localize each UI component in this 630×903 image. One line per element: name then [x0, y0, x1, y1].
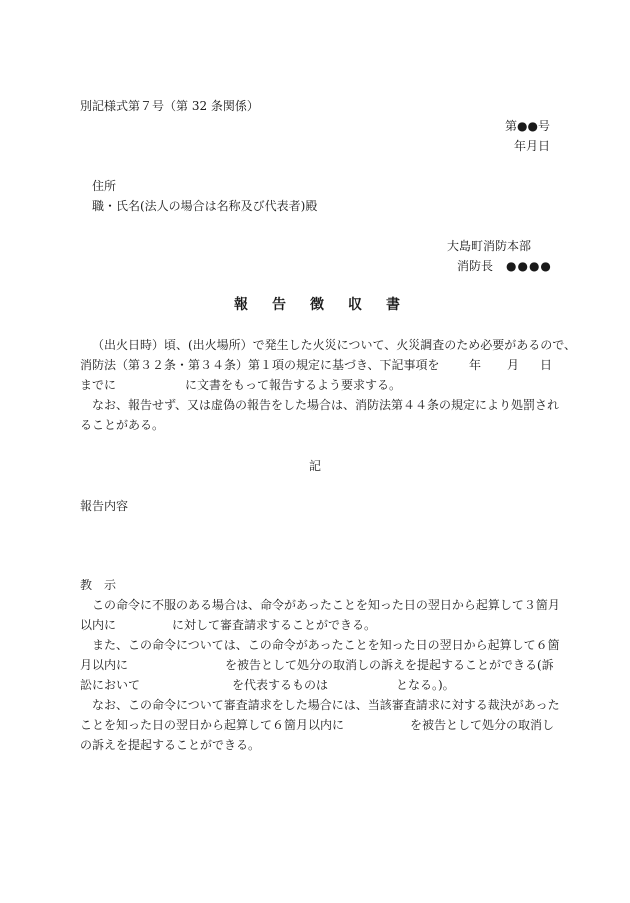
notice-line-5b: を代表するものは — [232, 678, 329, 692]
notice-line-2b: に対して審査請求することができる。 — [172, 618, 377, 632]
body-line-1: （出火日時）頃、(出火場所）で発生した火災について、火災調査のため必要があるので、 — [92, 338, 576, 352]
title-char-4: 収 — [348, 297, 362, 313]
title-char-3: 徴 — [310, 297, 324, 313]
notice-line-5c: となる。)。 — [396, 678, 455, 692]
notice-line-4a: 月以内に — [80, 658, 129, 672]
recipient-address-label: 住所 — [92, 179, 117, 193]
notice-line-7b: を被告として処分の取消し — [410, 718, 555, 732]
deadline-month: 月 — [507, 358, 520, 372]
ki-heading: 記 — [309, 459, 322, 473]
title-char-1: 報 — [234, 297, 248, 313]
body-line-3b: に文書をもって報告するよう要求する。 — [185, 378, 402, 392]
sender-organization: 大島町消防本部 — [447, 239, 532, 253]
notice-heading: 教 示 — [80, 578, 117, 592]
issue-date: 年月日 — [513, 139, 550, 153]
notice-line-7a: ことを知った日の翌日から起算して６箇月以内に — [80, 718, 345, 732]
body-line-5: ることがある。 — [80, 418, 165, 432]
body-line-3a: までに — [80, 378, 117, 392]
body-line-4: なお、報告せず、又は虚偽の報告をした場合は、消防法第４４条の規定により処罰され — [92, 398, 560, 412]
notice-line-5a: 訟において — [80, 678, 141, 692]
notice-line-4b: を被告として処分の取消しの訴えを提起することができる(訴 — [225, 658, 554, 672]
notice-line-8: の訴えを提起することができる。 — [80, 738, 261, 752]
title-char-2: 告 — [272, 297, 286, 313]
form-label: 別記様式第７号（第 32 条関係） — [80, 99, 259, 113]
body-line-2: 消防法（第３２条・第３４条）第１項の規定に基づき、下記事項を — [80, 358, 440, 372]
deadline-day: 日 — [540, 358, 553, 372]
notice-line-3: また、この命令については、この命令があったことを知った日の翌日から起算して６箇 — [92, 638, 560, 652]
deadline-year: 年 — [469, 358, 482, 372]
notice-line-1: この命令に不服のある場合は、命令があったことを知った日の翌日から起算して３箇月 — [92, 598, 560, 612]
recipient-name-label: 職・氏名(法人の場合は名称及び代表者)殿 — [92, 199, 318, 213]
sender-chief-name: ●●●● — [506, 259, 552, 273]
report-contents-label: 報告内容 — [80, 499, 129, 513]
sender-chief-title: 消防長 — [457, 259, 494, 273]
title-char-5: 書 — [386, 297, 400, 313]
document-number: 第●●号 — [505, 119, 550, 133]
notice-line-6: なお、この命令について審査請求をした場合には、当該審査請求に対する裁決があった — [92, 698, 560, 712]
notice-line-2a: 以内に — [80, 618, 117, 632]
